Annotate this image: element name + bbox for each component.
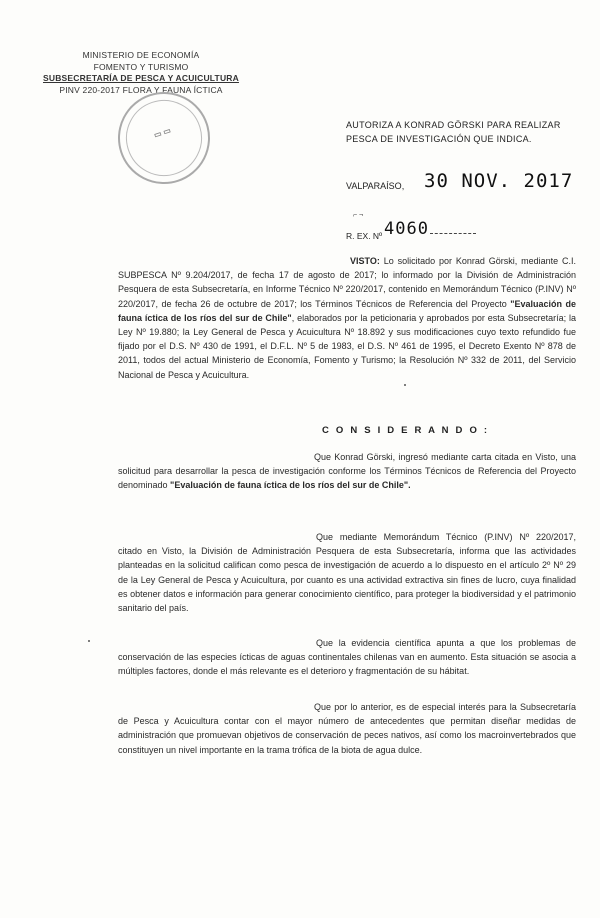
visto-project-title: "Evaluación de fauna íctica de los ríos del sur de Chile" — [118, 298, 576, 323]
date-label: VALPARAÍSO, — [346, 181, 405, 191]
resolution-number: 4060 — [384, 219, 429, 239]
visto-text-after: , elaborados por la peticionaria y aprobados por esta Subsecretaría; la Ley Nº 19.880; la Ley General de Pesca y Acuicultura Nº 18.892 y sus modificaciones cuyo texto refundido fue fijado por el D.S. Nº 430 de 1991, el D.F.L. Nº 5 de 1983, el D.S. Nº 461 de 1995, el Decreto Exento Nº 878 de 2011, todos del actual Ministerio de Economía, Fomento y Turismo; la Resolución Nº 332 de 2011, del Servicio Nacional de Pesca y Acuicultura. — [118, 312, 576, 380]
speck — [88, 640, 90, 642]
header-line-ministry: MINISTERIO DE ECONOMÍA — [82, 50, 200, 60]
office-stamp — [106, 80, 222, 196]
stamp-mark: ▭ ▭ — [152, 125, 172, 140]
considerando-heading: C O N S I D E R A N D O : — [322, 425, 490, 436]
considerando-paragraph-4: Que por lo anterior, es de especial interés para la Subsecretaría de Pesca y Acuicultura contar con el mayor número de antecedentes que permitan diseñar medidas de administración que promuevan objetivos de conservación de peces nativos, así como los macroinvertebrados que constituyen un nivel importante en la trama trófica de la biota de agua dulce. — [118, 702, 576, 755]
resolution-label: R. EX. Nº — [346, 231, 383, 241]
date-stamp: 30 NOV. 2017 — [424, 170, 574, 192]
p1-project-title: "Evaluación de fauna íctica de los ríos del sur de Chile". — [170, 480, 411, 491]
resolution-underline — [430, 233, 476, 234]
considerando-paragraph-2: Que mediante Memorándum Técnico (P.INV) Nº 220/2017, citado en Visto, la División de Administración Pesquera de esta Subsecretaría, informa que las actividades planteadas en la solicitud califican como pesca de investigación de acuerdo a lo dispuesto en el artículo 2º Nº 29 de la Ley General de Pesca y Acuicultura, por cuanto es una actividad extractiva sin fines de lucro, cuya finalidad es obtener datos e información para generar conocimiento científico, para proteger la biodiversidad y el patrimonio sanitario del país. — [118, 532, 576, 614]
speck — [404, 384, 406, 386]
considerando-paragraph-3: Que la evidencia científica apunta a que los problemas de conservación de las especies ícticas de aguas continentales chilenas van en aumento. Esta situación se asocia a múltiples factores, donde el más relevante es el deterioro y fragmentación de su hábitat. — [118, 638, 576, 677]
reference-text: AUTORIZA A KONRAD GÖRSKI PARA REALIZAR PESCA DE INVESTIGACIÓN QUE INDICA. — [346, 120, 561, 144]
visto-text-before: Lo solicitado por Konrad Görski, mediante C.I. SUBPESCA Nº 9.204/2017, de fecha 17 de agosto de 2017; lo informado por la División de Administración Pesquera de esta Subsecretaría, en Informe Técnico Nº 220/2017, contenido en Memorándum Técnico (P.INV) Nº 220/2017, de fecha 26 de octubre de 2017; los Términos Técnicos de Referencia del Proyecto — [118, 256, 576, 309]
ministry-header — [36, 50, 246, 96]
considerando-paragraph-1 — [118, 450, 576, 493]
header-line-subsecretaria: SUBSECRETARÍA DE PESCA Y ACUICULTURA — [43, 73, 239, 83]
header-line-fomento: FOMENTO Y TURISMO — [93, 61, 189, 72]
header-line-pinv: PINV 220-2017 FLORA Y FAUNA ÍCTICA — [59, 84, 223, 95]
visto-paragraph — [118, 254, 576, 382]
visto-heading: VISTO: — [350, 256, 380, 266]
p1-text: Que Konrad Görski, ingresó mediante carta citada en Visto, una solicitud para desarrollar la pesca de investigación conforme los Términos Técnicos de Referencia del Proyecto denominado — [118, 452, 576, 491]
handwritten-mark: ⌐ ¬ — [353, 212, 364, 219]
